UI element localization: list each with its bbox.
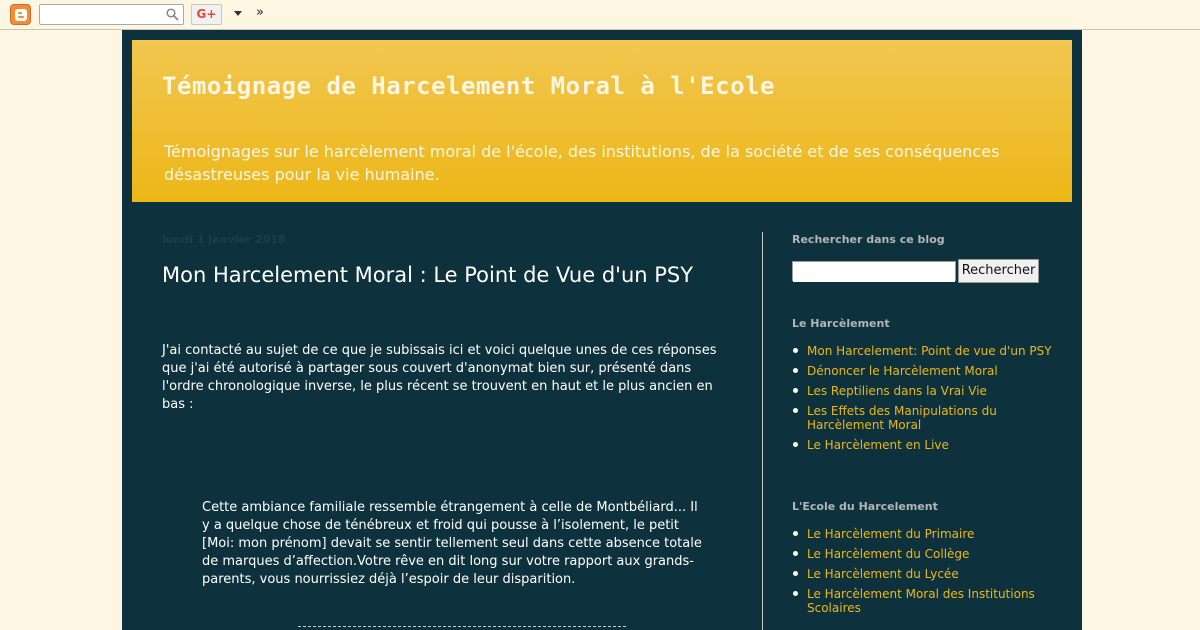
search-icon[interactable] [166,8,179,21]
sidebar-link-list-ecole [792,527,1052,621]
google-plus-button[interactable]: G+ [191,4,222,25]
sidebar-link[interactable] [792,384,1052,398]
more-menu-button[interactable]: » [256,5,264,20]
sidebar-link-text[interactable]: Le Harcèlement du Lycée [807,567,959,581]
sidebar-link-text[interactable]: Le Harcèlement Moral des Institutions Scolaires [807,587,1035,615]
navbar-search-box[interactable] [39,4,184,25]
sidebar-link-text[interactable]: Le Harcèlement du Primaire [807,527,975,541]
sidebar-section-heading-harcelement: Le Harcèlement [792,317,890,330]
post-intro-paragraph: J'ai contacté au sujet de ce que je subissais ici et voici quelque unes de ces réponses que j'ai été autorisé à partager sous couvert d'anonymat bien sur, présenté dans l'ordre chronologique inverse, le plus récent se trouvent en haut et le plus ancien en bas : [162,343,717,412]
post-quote-paragraph: Cette ambiance familiale ressemble étrangement à celle de Montbéliard... Il y a quelque chose de ténébreux et froid qui pousse à l’isolement, le petit [Moi: mon prénom] devait se sentir tellement seul dans cette absence totale de marques d’affection.Votre rêve en dit long sur votre rapport aux grands-parents, vous nourrissiez déjà l’espoir de leur disparition. [202,500,702,587]
sidebar-link[interactable] [792,344,1052,358]
sidebar-search-heading: Rechercher dans ce blog [792,233,945,246]
post-date: lundi 1 janvier 2018 [162,233,286,246]
sidebar-link[interactable] [792,364,1052,378]
sidebar-link[interactable] [792,587,1052,615]
sidebar-link[interactable] [792,567,1052,581]
sidebar-link-list-harcelement [792,344,1052,458]
search-button[interactable]: Rechercher [958,259,1039,283]
blog-outer-container [122,30,1082,630]
blog-title[interactable]: Témoignage de Harcelement Moral à l'Ecole [162,72,775,100]
sidebar-link-text[interactable]: Mon Harcelement: Point de vue d'un PSY [807,344,1052,358]
sidebar-link-text[interactable]: Les Reptiliens dans la Vrai Vie [807,384,987,398]
blog-header [132,40,1072,202]
blogger-logo-icon[interactable] [10,4,31,25]
column-divider [762,232,763,630]
sidebar-link-text[interactable]: Dénoncer le Harcèlement Moral [807,364,998,378]
blog-description: Témoignages sur le harcèlement moral de l'école, des institutions, de la société et de ses conséquences désastreuses pour la vie humaine. [164,142,1000,184]
navbar-search-input[interactable] [42,6,162,23]
sidebar-search-box[interactable] [792,261,956,281]
sidebar-link[interactable] [792,547,1052,561]
dropdown-caret-icon[interactable] [234,11,242,16]
sidebar-link-text[interactable]: Le Harcèlement en Live [807,438,949,452]
post-separator [298,626,626,630]
sidebar-search-input[interactable] [793,264,955,282]
sidebar-section-heading-ecole: L'Ecole du Harcelement [792,500,938,513]
sidebar-link-text[interactable]: Le Harcèlement du Collège [807,547,970,561]
blogger-navbar [0,0,1200,30]
sidebar-link[interactable] [792,438,1052,452]
sidebar-link[interactable] [792,404,1052,432]
sidebar-link[interactable] [792,527,1052,541]
post-title[interactable]: Mon Harcelement Moral : Le Point de Vue d'un PSY [162,263,694,287]
sidebar-link-text[interactable]: Les Effets des Manipulations du Harcèlement Moral [807,404,997,432]
